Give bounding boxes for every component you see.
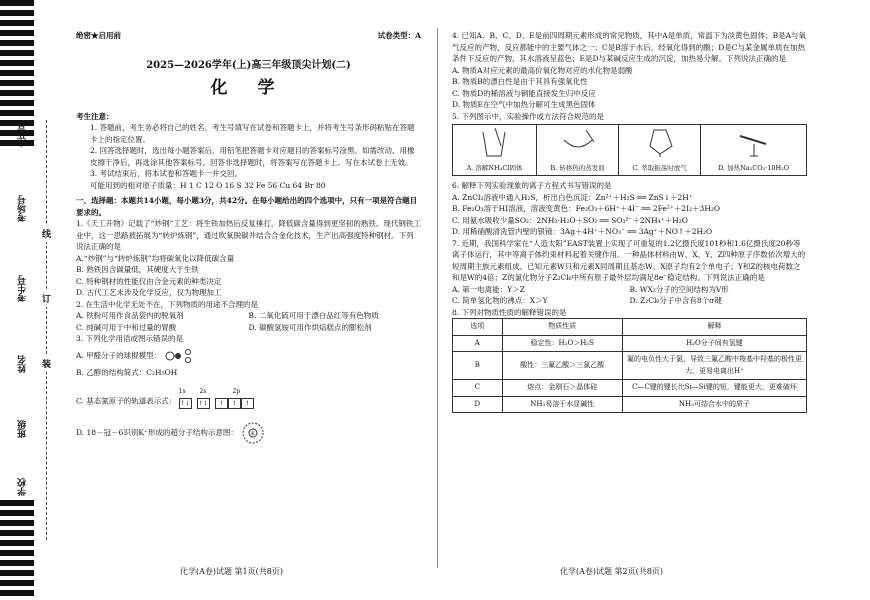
option-d: D. 碳酸氢铵可用作烘焙糕点的膨松剂 [248, 322, 372, 332]
figure-c: C. 萃取振荡时放气 [619, 125, 701, 176]
seal-word-order: 订 [42, 290, 51, 307]
table-row [453, 380, 807, 397]
option-b: B. 二氧化硫可用于漂白品红等有色物质 [248, 311, 379, 320]
question-stem: 2. 在生活中化学无处不在，下列物质的用途不合理的是 [76, 299, 259, 309]
note-item: 3. 考试结束后，将本试卷和答题卡一并交回。 [90, 169, 243, 178]
figure-b: B. 转移热的蒸发皿 [537, 125, 619, 176]
orbital-box: ↑ [228, 398, 241, 409]
option-a: A. 第一电离能：Y＞Z [452, 284, 525, 294]
paper-type: 试卷类型：A [377, 31, 421, 40]
secret-mark: 绝密★启用前 [76, 31, 121, 40]
binding-line [46, 120, 47, 540]
table-cell: 氟的电负性大于氯，导致三氟乙酸中羧基中羟基的极性更大，更易电离出H⁺ [622, 352, 806, 380]
option-a: A. 甲醛分子的球棍模型： [76, 349, 421, 363]
binding-stripes-bottom [0, 500, 34, 600]
seal-word-line: 线 [42, 225, 51, 242]
table-row [453, 352, 807, 380]
column-header: 解释 [622, 319, 806, 336]
question-3 [76, 333, 421, 445]
option-b: B. WX₂分子的空间结构为V形 [629, 284, 729, 294]
option-c: C. 纯碱可用于中和过量的胃酸 [76, 322, 177, 332]
option-d: D. 物质E在空气中加热分解可生成黑色固体 [452, 100, 596, 109]
question-stem: 7. 近期，我国科学家在“人造太阳”EAST装置上实现了可重复的1.2亿摄氏度101秒和1.6亿摄氏度20秒等离子体运行，其中等离子体约束材料起着关键作用。一种晶体材料由W、X、Y、Z四种原子序数依次增大的短周期主族元素组成。已知元素W只和元素X同周期且基态W、X原子均有2个单电子；Y和Z的核电荷数之和是W的4倍；Z的氯化物分子Z₂Cl₆中所有原子最外层均满足8e⁻稳定结构。下列说法正确的是 [452, 238, 806, 282]
section-heading: 一、选择题：本题共14小题，每小题3分，共42分。在每小题给出的四个选项中，只有一项是符合题目要求的。 [76, 196, 418, 217]
question-2 [76, 299, 421, 334]
table-cell: C [453, 380, 503, 397]
svg-text:K: K [251, 430, 256, 437]
label-name: 姓名 [18, 355, 28, 373]
question-4 [452, 30, 807, 111]
option-d: D. Z₂Cl₆分子中含有8个σ键 [629, 296, 722, 305]
exam-title: 2025—2026学年(上)高三年级顶尖计划(二) [146, 59, 351, 71]
option-d: D. 18－冠－6识别K⁺形成的超分子结构示意图： K [76, 421, 421, 445]
option-d: D. 用稀硝酸清洗管内壁的银镜：3Ag＋4H⁺＋NO₃⁻ ══ 3Ag⁺＋NO↑＋2H₂O [452, 227, 713, 236]
question-5 [452, 111, 807, 177]
table-cell: NH₃可结合水中的质子 [622, 396, 806, 413]
footer-right: 化学(A卷)试题 第2页(共8页) [560, 567, 663, 576]
table-header-row [453, 319, 807, 336]
option-a: A.“炒钢”与“转炉炼钢”均将碳氧化以降低碳含量 [76, 253, 235, 263]
orbital-box: ↑↓ [198, 399, 209, 407]
label-exam-room: 考场号 [18, 195, 28, 222]
table-row [453, 396, 807, 413]
table-cell: 熔点：金刚石＞晶体硅 [502, 380, 622, 397]
seal-word-pack: 装 [42, 355, 51, 372]
note-item: 1. 答题前，考生务必将自己的姓名、考生号填写在试卷和答题卡上，并将考生号条形码粘贴在答题卡上的指定位置。 [90, 123, 415, 144]
table-cell: B [453, 352, 503, 380]
table-cell: 稳定性：H₂O＞H₂S [502, 335, 622, 352]
right-page [452, 30, 807, 413]
option-b: B. 熟铁因含碳量低，其硬度大于生铁 [76, 265, 199, 274]
question-1 [76, 218, 421, 299]
orbital-box: ↑ [215, 398, 228, 409]
q8-table [452, 318, 807, 413]
option-c: C. 基态氮原子的轨道表示式： 1s 2s 2p ↑↓ ↑↓ ↑ ↑ ↑ [76, 390, 421, 413]
table-row [453, 335, 807, 352]
question-stem: 1.《天工开物》记载了“炒钢”工艺：将生铁加热后反复捶打，降低碳含量得到更坚韧的熟铁。现代钢铁工业中，这一思路被拓展为“转炉炼钢”，通过吹氧脱碳并结合合金化技术，生产出高强度特种钢材。下列说法正确的是 [76, 219, 421, 251]
formaldehyde-model-icon [164, 349, 198, 363]
question-stem: 5. 下列图示中，实验操作或方法符合规范的是 [452, 111, 605, 121]
crown-ether-icon [240, 421, 266, 445]
notes-heading: 考生注意： [76, 111, 114, 121]
orbital-box: ↑↓ [180, 399, 191, 407]
table-cell: H₂O分子间有氢键 [622, 335, 806, 352]
dissolve-beaker-icon [475, 126, 515, 158]
option-b: B. 物质B的漂白性是由于其具有强氧化性 [452, 77, 588, 86]
page-divider [437, 28, 438, 568]
table-cell: 酸性：三氟乙酸＞三氯乙酸 [502, 352, 622, 380]
figure-a: A. 溶解NH₄Cl固体 [453, 125, 537, 176]
option-a: A. ZnCl₂溶液中通入H₂S，析出白色沉淀：Zn²⁺＋H₂S ══ ZnS↓＋2H⁺ [452, 192, 693, 202]
table-cell: C—C键的键长比Si—Si键的短，键能更大，更难破坏 [622, 380, 806, 397]
option-d: D. 古代工艺未涉及化学反应，仅为物理加工 [76, 288, 222, 297]
table-cell: A [453, 335, 503, 352]
note-item: 2. 回答选择题时，选出每小题答案后，用铅笔把答题卡对应题目的答案标号涂黑。如需改动，用橡皮擦干净后，再选涂其他答案标号。回答非选择题时，将答案写在答题卡上。写在本试卷上无效。 [90, 146, 415, 167]
atomic-masses: 可能用到的相对原子质量：H 1 C 12 O 16 S 32 Fe 56 Cu 64 Br 80 [90, 180, 326, 190]
subject-title: 化 学 [210, 78, 287, 98]
question-stem: 8. 下列对物质性质的解释错误的是 [452, 307, 567, 317]
option-b: B. 乙醇的结构简式：C₂H₅OH [76, 367, 178, 377]
evaporating-dish-icon [558, 126, 598, 158]
notes-list [76, 122, 421, 191]
question-8 [452, 307, 807, 414]
question-stem: 4. 已知A、B、C、D、E是前四周期元素形成的常见物质，其中A是单质，常温下为淡黄色固体；B是A与氧气反应的产物，反应都能中的主要气体之一；C是B溶于水后，经氧化得到的酸；D是C与某金属单质在加热条件下反应的产物，其水溶液呈蓝色；E是D与某碱反应生成的沉淀，加热易分解。下列说法正确的是 [452, 31, 807, 63]
column-header: 物质性质 [502, 319, 622, 336]
figure-d: D. 加热Na₂CO₃·10H₂O [701, 125, 807, 176]
option-c: C. 特种钢材的性能仅由合金元素的种类决定 [76, 276, 222, 286]
question-stem: 3. 下列化学用语或图示错误的是 [76, 334, 184, 343]
question-stem: 6. 解释下列实验现象的离子方程式书写错误的是 [452, 181, 612, 190]
label-class: 班级 [18, 420, 28, 438]
question-7 [452, 238, 807, 307]
option-c: C. 用氨水吸收少量SO₂：2NH₃·H₂O＋SO₂ ══ SO₃²⁻＋2NH₄⁺＋H₂O [452, 215, 688, 225]
left-page [76, 30, 421, 445]
option-c: C. 物质D的稀溶液与铜能直接发生归中反应 [452, 88, 596, 98]
label-seat-number: 座位号 [18, 120, 28, 147]
experiment-figures [452, 124, 807, 176]
option-a: A. 铁粉可用作食品袋内的脱氧剂 [76, 311, 184, 320]
option-b: B. Fe₂O₃溶于HI溶液，溶液变黄色：Fe₂O₃＋6H⁺＋4I⁻ ══ 2Fe²⁺＋2I₂＋3H₂O [452, 204, 721, 213]
option-a: A. 物质A对应元素的最高价氧化物对应的水化物是弱酸 [452, 65, 633, 75]
label-school: 学校 [18, 478, 28, 496]
binding-margin [0, 0, 62, 600]
question-6 [452, 180, 807, 238]
heating-tube-icon [734, 126, 774, 158]
orbital-box: ↑ [241, 398, 254, 409]
option-c: C. 简单氢化物的沸点：X＞Y [452, 296, 548, 305]
page-header [76, 30, 421, 42]
footer-left: 化学(A卷)试题 第1页(共8页) [180, 567, 283, 576]
column-header: 选项 [453, 319, 503, 336]
table-cell: D [453, 396, 503, 413]
separatory-funnel-icon [640, 126, 680, 158]
label-student-number: 考生号 [18, 275, 28, 302]
table-cell: NH₃易溶于水显碱性 [502, 396, 622, 413]
